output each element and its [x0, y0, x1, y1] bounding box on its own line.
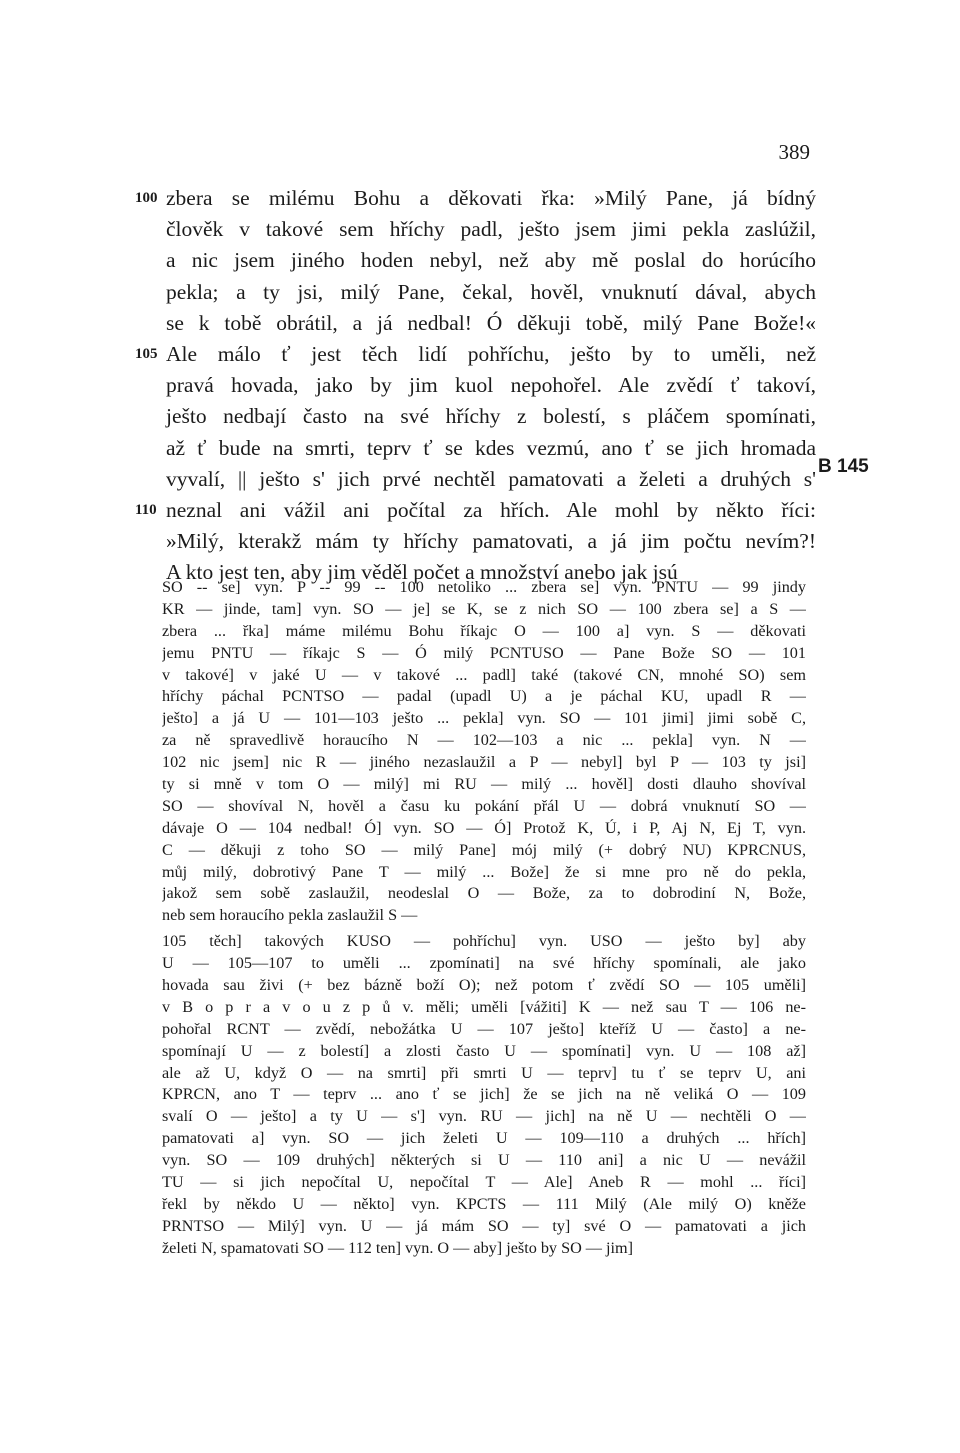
page-number: 389: [778, 140, 810, 164]
text-line: [166, 464, 816, 495]
note-line: ješto] a já U — 101—103 ješto ... pekla] vyn. SO — 101 jimi] jimi sobě C,: [162, 709, 806, 728]
line-number: 105: [135, 345, 158, 362]
note-line: hříchy páchal PCNTSO — padal (upadl U) a je páchal KU, upadl R —: [162, 687, 806, 706]
text-line: [166, 308, 816, 339]
text-line: [166, 370, 816, 401]
note-line: vyn. SO — 109 druhých] některých si U — 110 ani] a nic U — nevážil: [162, 1151, 806, 1170]
note-line: U — 105—107 to uměli ... zpomínati] na své hříchy spomínali, ale jako: [162, 954, 806, 973]
line-text: se k tobě obrátil, a já nedbal! Ó děkuji tobě, milý Pane Bože!«: [166, 310, 816, 335]
text-line: [166, 526, 816, 557]
line-text: neznal ani vážil ani počítal za hřích. Ale mohl by někto říci:: [166, 497, 816, 522]
line-text: Ale málo ť jest těch lidí pohříchu, ješto by to uměli, než: [166, 341, 816, 366]
note-line: za ně spravedlivě horaucího N — 102—103 a nic ... pekla] vyn. N —: [162, 731, 806, 750]
note-line: řekl by někdo U — někto] vyn. KPCTS — 111 Milý (Ale milý O) kněže: [162, 1194, 806, 1213]
main-text: [135, 183, 816, 588]
note-line: SO — shovíval N, hověl a času ku pokání přál U — dobrá vnuknutí SO —: [162, 796, 806, 815]
note-line: dávaje O — 104 nedbal! Ó] vyn. SO — Ó] Protož K, Ú, i P, Aj N, Ej T, vyn.: [162, 818, 806, 837]
line-text: vyvalí, || ješto s' jich prvé nechtěl pamatovati a želeti a druhých s': [166, 466, 816, 491]
note-line: spomínají U — z bolestí] a zlosti často U — spomínati] vyn. U — 108 až]: [162, 1041, 806, 1060]
line-text: člověk v takové sem hříchy padl, ješto jsem jimi pekla zaslúžil,: [166, 217, 816, 242]
text-line: [166, 433, 816, 464]
note-line: KR — jinde, tam] vyn. SO — je] se K, se z nich SO — 100 zbera se] a S —: [162, 599, 806, 618]
note-line: v B o p r a v o u z p ů v. měli; uměli [vážiti] K — než sau T — 106 ne-: [162, 997, 806, 1016]
note-line: zbera ... řka] máme milému Bohu říkajc O — 100 a] vyn. S — děkovati: [162, 621, 806, 640]
text-line: [166, 401, 816, 432]
note-line: SO -- se] vyn. P -- 99 -- 100 netoliko ... zbera se] vyn. PNTU — 99 jindy: [162, 578, 806, 596]
line-text: ješto nedbají často na své hříchy z bolestí, s pláčem spomínati,: [166, 404, 816, 429]
line-text: »Milý, kterakž mám ty hříchy pamatovati, a já jim počtu nevím?!: [166, 529, 816, 554]
note-line: v takové] v jaké U — v takové ... padl] také (takové CN, mnohé SO) sem: [162, 665, 806, 684]
text-line: [166, 245, 816, 276]
line-text: pekla; a ty jsi, milý Pane, čekal, hověl, vnuknutí dával, abych: [166, 279, 816, 304]
note-line: C — děkuji z toho SO — milý Pane] mój milý (+ dobrý NU) KPRCNUS,: [162, 840, 806, 859]
line-text: a nic jsem jiného hoden nebyl, než aby mě poslal do horúcího: [166, 248, 816, 273]
side-reference: B 145: [818, 456, 869, 477]
note-line: můj milý, dobrotivý Pane T — milý ... Bože] že si mne pro ně do pekla,: [162, 862, 806, 881]
note-line: neb sem horaucího pekla zaslaužil S —: [162, 906, 418, 925]
note-line: ale až U, když O — na smrti] při smrti U — teprv] tu ť se teprv U, ani: [162, 1063, 806, 1082]
note-line: jakož sem sobě zaslaužil, neodeslal O — Bože, za to dobrodiní N, Bože,: [162, 884, 806, 903]
note-line: pamatovati a] vyn. SO — jich želeti U — 109—110 a druhých ... hřích]: [162, 1129, 806, 1148]
line-text: zbera se milému Bohu a děkovati řka: »Milý Pane, já bídný: [166, 186, 816, 210]
text-line: [166, 277, 816, 308]
line-number: 110: [135, 501, 157, 518]
note-line: ty si mně v tom O — milý] mi RU — milý ... hověl] dosti dlauho shovíval: [162, 775, 806, 794]
note-line: KPRCN, ano T — teprv ... ano ť se jich] že se jich na ně veliká O — 109: [162, 1085, 806, 1104]
line-text: A kto jest ten, aby jim věděl počet a množství anebo jak jsú: [166, 560, 678, 585]
text-line: [135, 339, 816, 370]
text-line: [135, 183, 816, 214]
text-line: [135, 495, 816, 526]
note-line: PRNTSO — Milý] vyn. U — já mám SO — ty] své O — pamatovati a jich: [162, 1216, 806, 1235]
note-line: 105 těch] takových KUSO — pohříchu] vyn. USO — ješto by] aby: [162, 932, 806, 951]
line-text: až ť bude na smrti, teprv ť se kdes vezmú, ano ť se jich hromada: [166, 435, 816, 460]
critical-apparatus: [162, 577, 806, 1260]
note-line: TU — si jich nepočítal U, nepočítal T — Ale] Aneb R — mohl ... říci]: [162, 1173, 806, 1192]
line-number: 100: [135, 190, 158, 206]
note-line: hovada sau živi (+ bez bázně boží O); než potom ť zvědí SO — 105 uměli]: [162, 976, 806, 995]
note-line: svalí O — ješto] a ty U — s'] vyn. RU — jich] na ně U — nechtěli O —: [162, 1107, 806, 1126]
text-line: [166, 214, 816, 245]
note-line: jemu PNTU — říkajc S — Ó milý PCNTUSO — Pane Bože SO — 101: [162, 643, 806, 662]
note-line: 102 nic jsem] nic R — jiného nezaslaužil a P — nebyl] byl P — 103 ty jsi]: [162, 753, 806, 772]
note-line: želeti N, spamatovati SO — 112 ten] vyn. O — aby] ješto by SO — jim]: [162, 1238, 634, 1257]
note-line: pohořal RCNT — zvědí, nebožátka U — 107 ješto] kteříž U — často] a ne-: [162, 1019, 806, 1038]
line-text: pravá hovada, jako by jim kuol nepohořel. Ale zvědí ť takoví,: [166, 373, 816, 398]
